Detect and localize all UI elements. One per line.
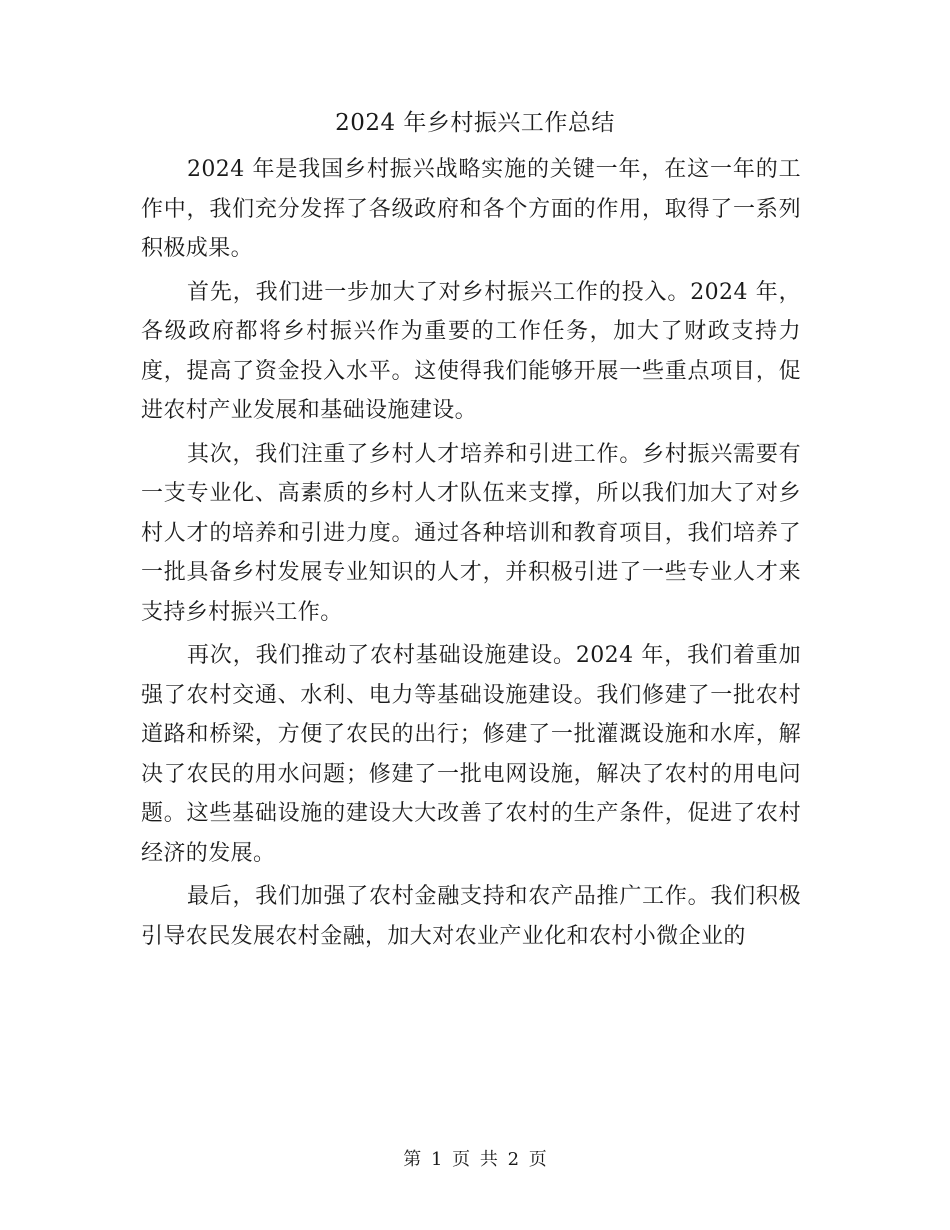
- paragraph-finance: 最后，我们加强了农村金融支持和农产品推广工作。我们积极引导农民发展农村金融，加大对农业产业化和农村小微企业的: [141, 884, 801, 949]
- page-number-footer: 第 1 页 共 2 页: [403, 1149, 547, 1170]
- document-body: [141, 150, 801, 960]
- paragraph-investment: 首先，我们进一步加大了对乡村振兴工作的投入。2024 年，各级政府都将乡村振兴作为重要的工作任务，加大了财政支持力度，提高了资金投入水平。这使得我们能够开展一些重点项目，促进农村产业发展和基础设施建设。: [141, 279, 801, 423]
- paragraph-infrastructure: 再次，我们推动了农村基础设施建设。2024 年，我们着重加强了农村交通、水利、电力等基础设施建设。我们修建了一批农村道路和桥梁，方便了农民的出行；修建了一批灌溉设施和水库，解决了农民的用水问题；修建了一批电网设施，解决了农村的用电问题。这些基础设施的建设大大改善了农村的生产条件，促进了农村经济的发展。: [141, 643, 801, 866]
- document-title: 2024 年乡村振兴工作总结: [335, 110, 615, 136]
- paragraph-talent: 其次，我们注重了乡村人才培养和引进工作。乡村振兴需要有一支专业化、高素质的乡村人才队伍来支撑，所以我们加大了对乡村人才的培养和引进力度。通过各种培训和教育项目，我们培养了一批具备乡村发展专业知识的人才，并积极引进了一些专业人才来支持乡村振兴工作。: [141, 441, 801, 625]
- paragraph-intro: 2024 年是我国乡村振兴战略实施的关键一年，在这一年的工作中，我们充分发挥了各级政府和各个方面的作用，取得了一系列积极成果。: [141, 157, 801, 261]
